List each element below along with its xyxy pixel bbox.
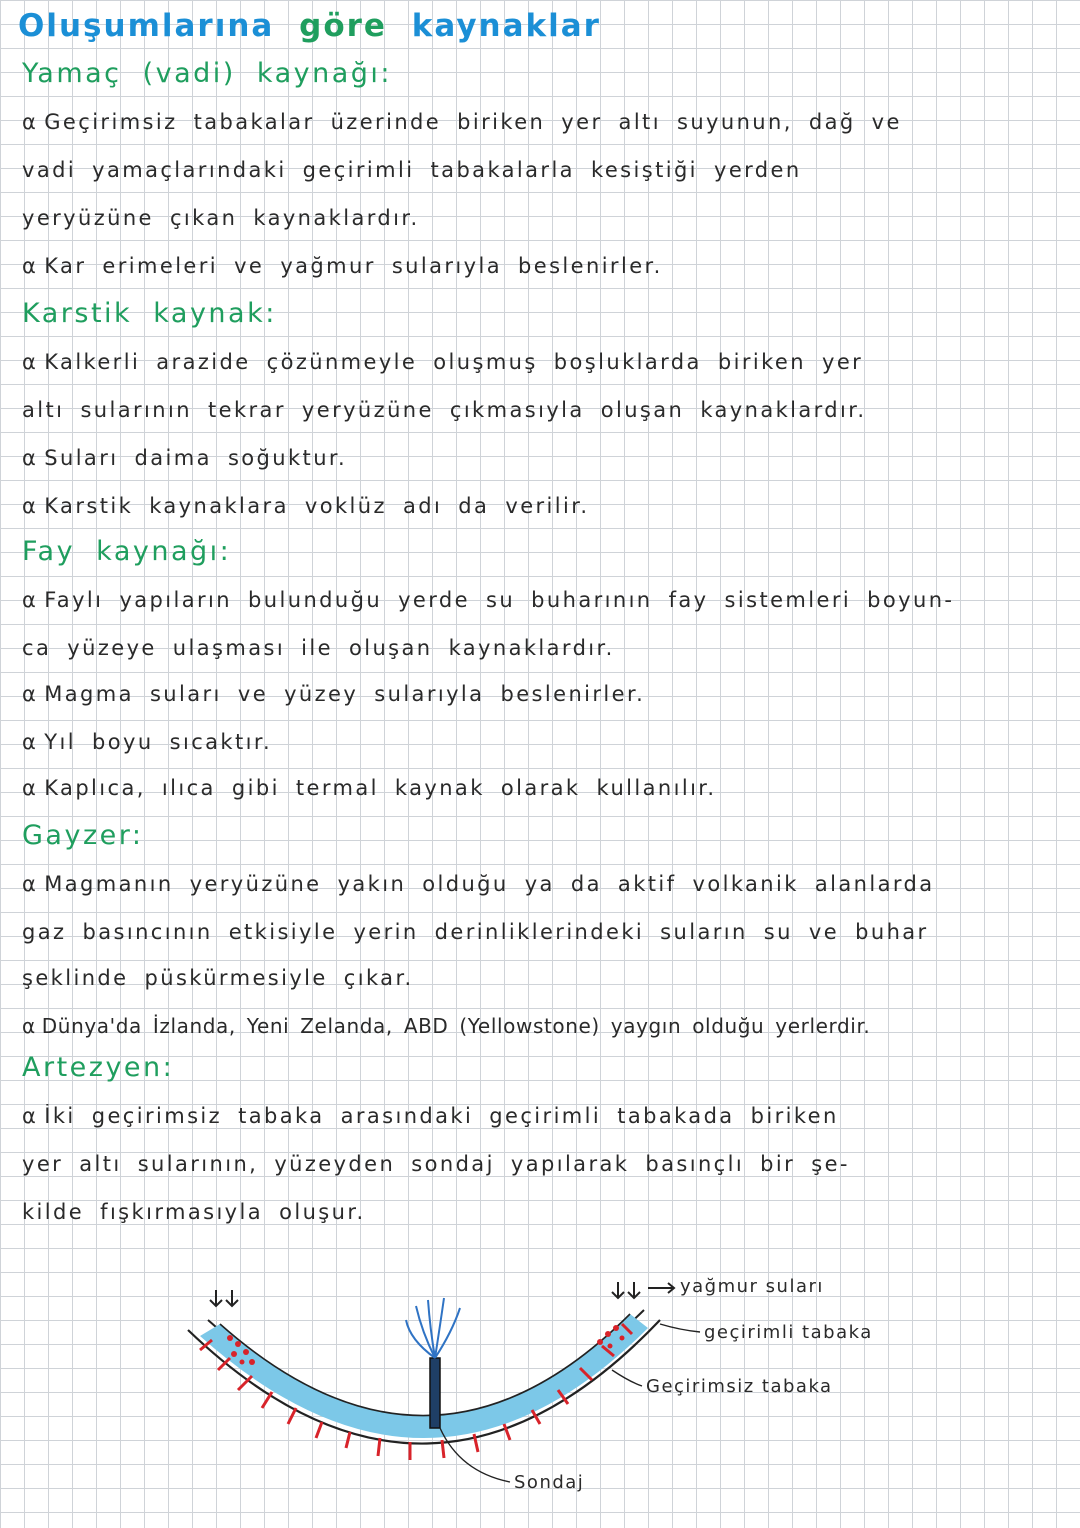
heading-fay: Fay kaynağı: bbox=[22, 536, 232, 567]
label-drill: Sondaj bbox=[514, 1472, 585, 1493]
fay-line-3: α Magma suları ve yüzey sularıyla beslenirler. bbox=[22, 682, 646, 706]
label-permeable: geçirimli tabaka bbox=[704, 1322, 873, 1343]
alpha-bullet-icon: α bbox=[22, 254, 39, 278]
yamac-line-2: vadi yamaçlarındaki geçirimli tabakalarla kesiştiği yerden bbox=[22, 158, 802, 182]
yamac-line-4: α Kar erimeleri ve yağmur sularıyla beslenirler. bbox=[22, 254, 663, 278]
upper-boundary bbox=[220, 1314, 630, 1416]
alpha-bullet-icon: α bbox=[22, 446, 39, 470]
heading-karstik: Karstik kaynak: bbox=[22, 298, 277, 329]
karstik-line-3: α Suları daima soğuktur. bbox=[22, 446, 348, 470]
fay-line-4: α Yıl boyu sıcaktır. bbox=[22, 730, 273, 754]
heading-yamac: Yamaç (vadi) kaynağı: bbox=[22, 58, 392, 89]
alpha-bullet-icon: α bbox=[22, 730, 39, 754]
gayzer-line-3: şeklinde püskürmesiyle çıkar. bbox=[22, 966, 414, 990]
title-word-3: kaynaklar bbox=[411, 8, 601, 44]
gayzer-line-2: gaz basıncının etkisiyle yerin derinliklerindeki suların su ve buhar bbox=[22, 920, 929, 944]
artezyen-line-1: α İki geçirimsiz tabaka arasındaki geçirimli tabakada biriken bbox=[22, 1104, 839, 1128]
yamac-line-1: α Geçirimsiz tabakalar üzerinde biriken yer altı suyunun, dağ ve bbox=[22, 110, 902, 134]
rain-arrows-left-icon bbox=[210, 1290, 238, 1306]
karstik-line-2: altı sularının tekrar yeryüzüne çıkmasıyla oluşan kaynaklardır. bbox=[22, 398, 867, 422]
heading-artezyen: Artezyen: bbox=[22, 1052, 175, 1083]
artesian-diagram bbox=[160, 1262, 920, 1524]
alpha-bullet-icon: α bbox=[22, 494, 39, 518]
water-spray-icon bbox=[406, 1298, 460, 1358]
karstik-line-1: α Kalkerli arazide çözünmeyle oluşmuş boşluklarda biriken yer bbox=[22, 350, 864, 374]
alpha-bullet-icon: α bbox=[22, 1104, 39, 1128]
fay-line-1: α Faylı yapıların bulunduğu yerde su buharının fay sistemleri boyun- bbox=[22, 588, 955, 612]
alpha-bullet-icon: α bbox=[22, 110, 39, 134]
alpha-bullet-icon: α bbox=[22, 872, 39, 896]
title-word-2: göre bbox=[299, 8, 387, 44]
alpha-bullet-icon: α bbox=[22, 776, 39, 800]
artezyen-line-2: yer altı sularının, yüzeyden sondaj yapılarak basınçlı bir şe- bbox=[22, 1152, 850, 1176]
page-title bbox=[18, 8, 601, 44]
alpha-bullet-icon: α bbox=[22, 1014, 36, 1038]
karstik-line-4: α Karstik kaynaklara voklüz adı da verilir. bbox=[22, 494, 590, 518]
label-rain: yağmur suları bbox=[680, 1276, 824, 1297]
gayzer-line-4: α Dünya'da İzlanda, Yeni Zelanda, ABD (Yellowstone) yaygın olduğu yerlerdir. bbox=[22, 1014, 871, 1038]
title-word-1: Oluşumlarına bbox=[18, 8, 275, 44]
artezyen-line-3: kilde fışkırmasıyla oluşur. bbox=[22, 1200, 366, 1224]
label-impermeable: Geçirimsiz tabaka bbox=[646, 1376, 833, 1397]
fay-line-5: α Kaplıca, ılıca gibi termal kaynak olarak kullanılır. bbox=[22, 776, 717, 800]
label-leader-lines bbox=[440, 1324, 700, 1482]
alpha-bullet-icon: α bbox=[22, 682, 39, 706]
sondaj-pipe bbox=[430, 1358, 440, 1428]
rain-arrows-right-icon bbox=[612, 1282, 674, 1298]
yamac-line-3: yeryüzüne çıkan kaynaklardır. bbox=[22, 206, 420, 230]
recharge-zone-dots bbox=[227, 1325, 625, 1365]
fay-line-2: ca yüzeye ulaşması ile oluşan kaynaklardır. bbox=[22, 636, 615, 660]
gayzer-line-1: α Magmanın yeryüzüne yakın olduğu ya da aktif volkanik alanlarda bbox=[22, 872, 935, 896]
alpha-bullet-icon: α bbox=[22, 588, 39, 612]
heading-gayzer: Gayzer: bbox=[22, 820, 144, 851]
alpha-bullet-icon: α bbox=[22, 350, 39, 374]
